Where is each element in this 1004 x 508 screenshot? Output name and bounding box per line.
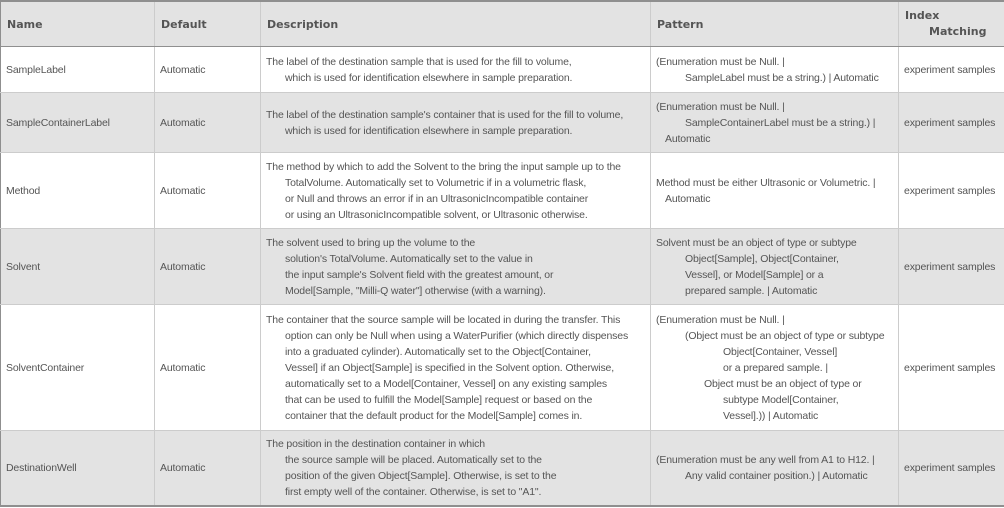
cell-pattern (651, 47, 899, 93)
description-line: The position in the destination container in which (266, 438, 485, 450)
pattern-line: Object[Sample], Object[Container, (685, 252, 839, 265)
pattern-line: Object must be an object of type or (704, 377, 862, 390)
pattern-line: Method must be either Ultrasonic or Volumetric. | (656, 176, 876, 189)
pattern-line: Automatic (665, 192, 711, 205)
cell-default: Automatic (155, 229, 261, 305)
description-line: which is used for identification elsewhere in sample preparation. (285, 71, 573, 84)
cell-name: SampleContainerLabel (1, 93, 155, 153)
pattern-line: (Enumeration must be Null. | (656, 313, 785, 326)
pattern-line: SampleLabel must be a string.) | Automatic (685, 71, 879, 84)
cell-default: Automatic (155, 153, 261, 229)
cell-description (261, 431, 651, 507)
cell-pattern (651, 305, 899, 431)
pattern-line: (Enumeration must be Null. | (656, 100, 785, 113)
description-line: option can only be Null when using a WaterPurifier (which directly dispenses (285, 329, 629, 342)
pattern-line: (Enumeration must be any well from A1 to H12. | (656, 454, 875, 466)
description-line: Model[Sample, "Milli-Q water"] otherwise (with a warning). (285, 284, 546, 297)
description-line: The container that the source sample will be located in during the transfer. This (266, 313, 621, 326)
pattern-line: Vessel].)) | Automatic (723, 409, 819, 422)
table-row-destinationwell (1, 431, 1004, 507)
description-line: The solvent used to bring up the volume to the (266, 236, 476, 249)
table-row-samplelabel (1, 47, 1004, 93)
cell-index-matching: experiment samples (899, 229, 1004, 305)
pattern-line: SampleContainerLabel must be a string.) | (685, 116, 876, 129)
description-line: The label of the destination sample's container that is used for the fill to volume, (266, 108, 624, 121)
description-line: The method by which to add the Solvent to the bring the input sample up to the (266, 160, 621, 173)
cell-default: Automatic (155, 47, 261, 93)
description-line: or Null and throws an error if in an UltrasonicIncompatible container (285, 192, 589, 205)
description-line: solution's TotalVolume. Automatically set to the value in (285, 252, 533, 265)
cell-index-matching: experiment samples (899, 305, 1004, 431)
description-line: The label of the destination sample that is used for the fill to volume, (266, 55, 572, 68)
header-default: Default (155, 1, 261, 47)
pattern-line: prepared sample. | Automatic (685, 284, 818, 297)
cell-index-matching: experiment samples (899, 153, 1004, 229)
table-row-method (1, 153, 1004, 229)
description-line: into a graduated cylinder). Automatically set to the Object[Container, (285, 345, 591, 358)
header-index-line1: Index (905, 9, 940, 22)
cell-default: Automatic (155, 93, 261, 153)
description-line: or using an UltrasonicIncompatible solvent, or Ultrasonic otherwise. (285, 208, 588, 221)
cell-pattern (651, 229, 899, 305)
cell-description (261, 229, 651, 305)
table-row-solventcontainer (1, 305, 1004, 431)
cell-name: SampleLabel (1, 47, 155, 93)
pattern-line: Any valid container position.) | Automatic (685, 470, 868, 482)
description-line: TotalVolume. Automatically set to Volumetric if in a volumetric flask, (285, 176, 587, 189)
cell-name: Method (1, 153, 155, 229)
description-line: the source sample will be placed. Automatically set to the (285, 454, 542, 466)
cell-name: SolventContainer (1, 305, 155, 431)
cell-description (261, 93, 651, 153)
cell-index-matching: experiment samples (899, 93, 1004, 153)
description-line: container that the default product for the Model[Sample] comes in. (285, 409, 583, 422)
header-index-line2: Matching (929, 25, 987, 38)
cell-default: Automatic (155, 305, 261, 431)
header-description: Description (261, 1, 651, 47)
description-line: Vessel] if an Object[Sample] is specified in the Solvent option. Otherwise, (285, 361, 615, 374)
description-line: first empty well of the container. Otherwise, is set to "A1". (285, 486, 542, 498)
pattern-line: Object[Container, Vessel] (723, 345, 838, 358)
pattern-line: (Enumeration must be Null. | (656, 55, 785, 68)
cell-description (261, 305, 651, 431)
cell-name: Solvent (1, 229, 155, 305)
cell-pattern (651, 153, 899, 229)
pattern-line: subtype Model[Container, (723, 393, 839, 406)
pattern-line: Vessel], or Model[Sample] or a (685, 268, 824, 281)
header-name: Name (1, 1, 155, 47)
description-line: that can be used to fulfill the Model[Sample] request or based on the (285, 393, 593, 406)
pattern-line: (Object must be an object of type or subtype (685, 329, 885, 342)
cell-description (261, 47, 651, 93)
header-pattern: Pattern (651, 1, 899, 47)
pattern-line: or a prepared sample. | (723, 361, 828, 374)
description-line: position of the given Object[Sample]. Otherwise, is set to the (285, 470, 557, 482)
table-row-solvent (1, 229, 1004, 305)
description-line: which is used for identification elsewhere in sample preparation. (285, 124, 573, 137)
cell-default: Automatic (155, 431, 261, 507)
header-index-matching (899, 1, 1004, 47)
pattern-line: Solvent must be an object of type or subtype (656, 236, 857, 249)
cell-name: DestinationWell (1, 431, 155, 507)
header-row (1, 1, 1004, 47)
cell-pattern (651, 431, 899, 507)
cell-index-matching: experiment samples (899, 47, 1004, 93)
pattern-line: Automatic (665, 132, 711, 145)
description-line: the input sample's Solvent field with the greatest amount, or (285, 268, 554, 281)
cell-index-matching: experiment samples (899, 431, 1004, 507)
description-line: automatically set to a Model[Container, Vessel] on any existing samples (285, 377, 608, 390)
cell-pattern (651, 93, 899, 153)
table-row-samplecontainerlabel (1, 93, 1004, 153)
cell-description (261, 153, 651, 229)
